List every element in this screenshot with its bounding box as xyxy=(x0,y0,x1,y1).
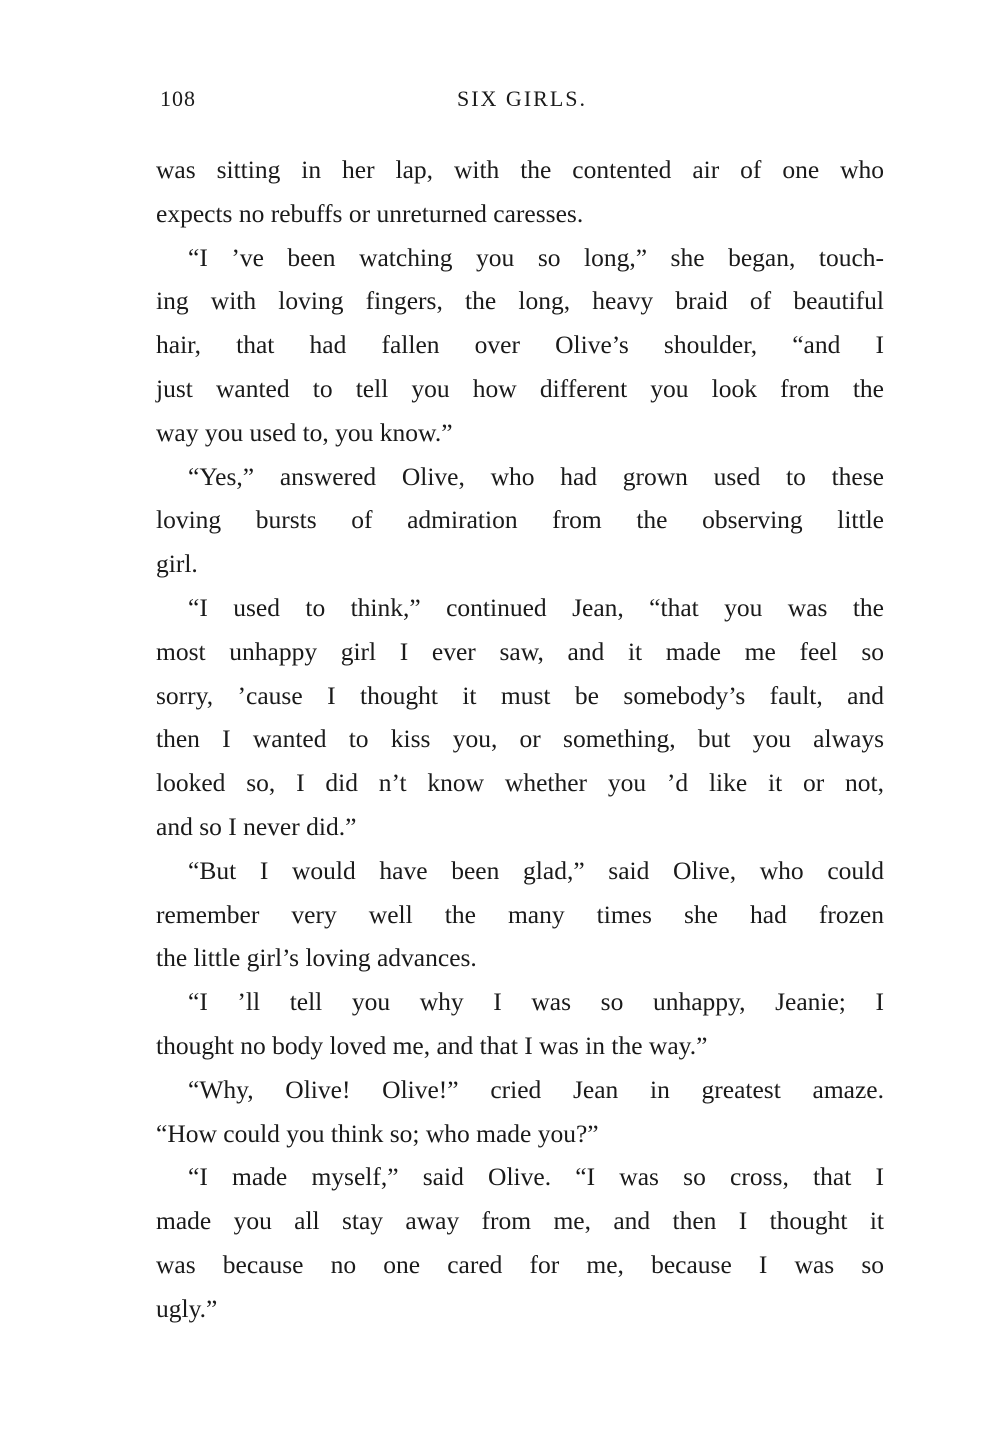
text-line: sorry, ’cause I thought it must be somebody’s fault, and xyxy=(156,680,884,710)
running-title: SIX GIRLS. xyxy=(456,86,587,111)
text-line: ugly.” xyxy=(156,1293,218,1323)
paragraph-8 xyxy=(156,1155,884,1330)
text-line: ing with loving fingers, the long, heavy braid of beautiful xyxy=(156,286,884,316)
text-line: was because no one cared for me, because I was so xyxy=(156,1249,884,1279)
text-line: was sitting in her lap, with the contented air of one who xyxy=(156,155,884,184)
text-line: then I wanted to kiss you, or something, but you always xyxy=(156,724,884,754)
text-line: girl. xyxy=(156,549,198,579)
text-line: most unhappy girl I ever saw, and it made me feel so xyxy=(156,636,884,666)
paragraph-3 xyxy=(156,455,884,586)
paragraph-1 xyxy=(156,148,884,236)
text-line: looked so, I did n’t know whether you ’d like it or not, xyxy=(156,768,884,798)
text-line: loving bursts of admiration from the observing little xyxy=(156,505,884,535)
running-head xyxy=(160,86,884,116)
text-line: hair, that had fallen over Olive’s shoulder, “and I xyxy=(156,330,884,360)
paragraph-5 xyxy=(156,849,884,980)
text-line: “But I would have been glad,” said Olive, who could xyxy=(188,855,884,885)
paragraph-4 xyxy=(156,586,884,849)
paragraph-2 xyxy=(156,236,884,455)
paragraph-7 xyxy=(156,1068,884,1156)
text-line: “I ’ll tell you why I was so unhappy, Jeanie; I xyxy=(188,987,884,1017)
text-line: “I ’ve been watching you so long,” she began, touch- xyxy=(188,242,884,272)
text-line: “Why, Olive! Olive!” cried Jean in greatest amaze. xyxy=(188,1074,884,1104)
text-line: and so I never did.” xyxy=(156,811,357,841)
text-line: “I made myself,” said Olive. “I was so cross, that I xyxy=(188,1162,884,1192)
text-line: the little girl’s loving advances. xyxy=(156,943,477,973)
text-line: thought no body loved me, and that I was in the way.” xyxy=(156,1030,708,1060)
text-line: just wanted to tell you how different you look from the xyxy=(156,373,884,403)
text-line: “Yes,” answered Olive, who had grown used to these xyxy=(188,461,884,491)
text-line: expects no rebuffs or unreturned caresses. xyxy=(156,198,584,228)
text-line: “How could you think so; who made you?” xyxy=(156,1118,599,1148)
text-line: “I used to think,” continued Jean, “that you was the xyxy=(188,592,884,622)
text-line: remember very well the many times she had frozen xyxy=(156,899,884,929)
text-line: made you all stay away from me, and then I thought it xyxy=(156,1206,884,1236)
body-text xyxy=(156,148,884,1331)
text-line: way you used to, you know.” xyxy=(156,417,453,447)
page-number: 108 xyxy=(160,86,196,111)
paragraph-6 xyxy=(156,980,884,1068)
